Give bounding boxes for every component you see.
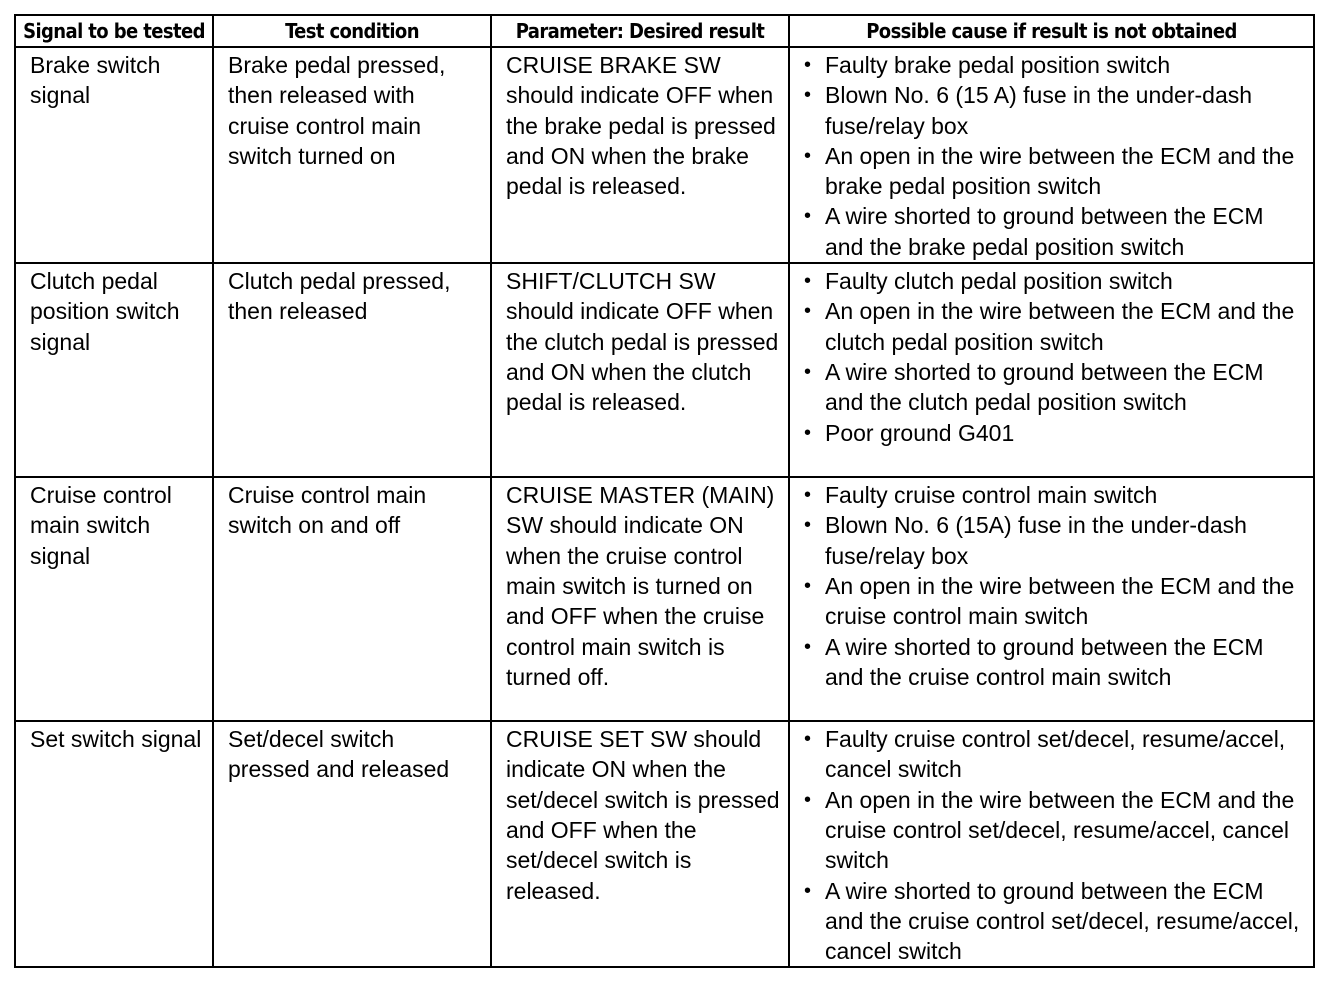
cause-text: A wire shorted to ground between the ECM and the cruise control main switch [825, 633, 1264, 690]
condition-cell: Clutch pedal pressed, then released [213, 263, 491, 477]
cause-text: Faulty clutch pedal position switch [825, 268, 1173, 295]
cause-item [804, 141, 1305, 202]
cause-item [804, 510, 1305, 571]
bullet-icon: • [804, 574, 812, 597]
cause-text: An open in the wire between the ECM and the cruise control set/decel, resume/accel, cancel switch [825, 786, 1295, 874]
cause-item [804, 418, 1305, 448]
cause-item [804, 632, 1305, 693]
bullet-icon: • [804, 788, 812, 811]
cause-item [804, 724, 1305, 785]
causes-list [804, 266, 1305, 448]
signal-cell: Clutch pedal position switch signal [15, 263, 213, 477]
cause-item [804, 571, 1305, 632]
cause-item [804, 876, 1305, 967]
cause-text: A wire shorted to ground between the ECM and the cruise control set/decel, resume/accel, cancel switch [825, 877, 1300, 965]
bullet-icon: • [804, 879, 812, 902]
result-cell: CRUISE BRAKE SW should indicate OFF when the brake pedal is pressed and ON when the brake pedal is released. [491, 47, 789, 263]
cause-item [804, 201, 1305, 262]
bullet-icon: • [804, 484, 812, 507]
cause-item [804, 785, 1305, 876]
bullet-icon: • [804, 421, 812, 444]
cause-text: A wire shorted to ground between the ECM and the brake pedal position switch [825, 203, 1264, 260]
table-row [15, 477, 1314, 721]
table-row [15, 263, 1314, 477]
causes-cell [789, 47, 1314, 263]
table-row [15, 721, 1314, 967]
bullet-icon: • [804, 54, 812, 76]
cause-text: Blown No. 6 (15 A) fuse in the under-dash fuse/relay box [825, 82, 1253, 139]
bullet-icon: • [804, 144, 812, 167]
cause-text: An open in the wire between the ECM and the clutch pedal position switch [825, 298, 1295, 355]
signal-cell: Cruise control main switch signal [15, 477, 213, 721]
cause-text: Poor ground G401 [825, 419, 1015, 446]
bullet-icon: • [804, 514, 812, 537]
causes-cell [789, 263, 1314, 477]
cause-item [804, 480, 1305, 510]
table-row [15, 47, 1314, 263]
cause-item [804, 296, 1305, 357]
diagnostic-table [14, 14, 1315, 968]
bullet-icon: • [804, 300, 812, 323]
header-test-condition: Test condition [213, 15, 491, 47]
bullet-icon: • [804, 635, 812, 658]
header-desired-result: Parameter: Desired result [491, 15, 789, 47]
header-possible-cause: Possible cause if result is not obtained [789, 15, 1314, 47]
causes-list [804, 480, 1305, 692]
result-cell: SHIFT/CLUTCH SW should indicate OFF when the clutch pedal is pressed and ON when the clutch pedal is released. [491, 263, 789, 477]
result-cell: CRUISE SET SW should indicate ON when the set/decel switch is pressed and OFF when the set/decel switch is released. [491, 721, 789, 967]
bullet-icon: • [804, 270, 812, 293]
causes-list [804, 50, 1305, 262]
cause-text: A wire shorted to ground between the ECM and the clutch pedal position switch [825, 358, 1264, 416]
signal-cell: Set switch signal [15, 721, 213, 967]
bullet-icon: • [804, 728, 812, 751]
cause-item [804, 266, 1305, 296]
cause-item [804, 357, 1305, 418]
causes-cell [789, 477, 1314, 721]
cause-text: An open in the wire between the ECM and the brake pedal position switch [825, 142, 1295, 200]
cause-text: Faulty cruise control main switch [825, 482, 1158, 509]
cause-item [804, 50, 1305, 80]
causes-list [804, 724, 1305, 966]
condition-cell: Set/decel switch pressed and released [213, 721, 491, 967]
signal-cell: Brake switch signal [15, 47, 213, 263]
cause-item [804, 80, 1305, 141]
header-signal: Signal to be tested [15, 15, 213, 47]
bullet-icon: • [804, 205, 812, 228]
cause-text: Blown No. 6 (15A) fuse in the under-dash fuse/relay box [825, 512, 1247, 569]
condition-cell: Cruise control main switch on and off [213, 477, 491, 721]
result-cell: CRUISE MASTER (MAIN) SW should indicate ON when the cruise control main switch is turned on and OFF when the cruise control main switch is turned off. [491, 477, 789, 721]
bullet-icon: • [804, 84, 812, 107]
condition-cell: Brake pedal pressed, then released with cruise control main switch turned on [213, 47, 491, 263]
cause-text: Faulty brake pedal position switch [825, 52, 1171, 78]
causes-cell [789, 721, 1314, 967]
bullet-icon: • [804, 360, 812, 383]
table-header-row [15, 15, 1314, 47]
cause-text: Faulty cruise control set/decel, resume/accel, cancel switch [825, 726, 1286, 783]
cause-text: An open in the wire between the ECM and the cruise control main switch [825, 572, 1295, 630]
